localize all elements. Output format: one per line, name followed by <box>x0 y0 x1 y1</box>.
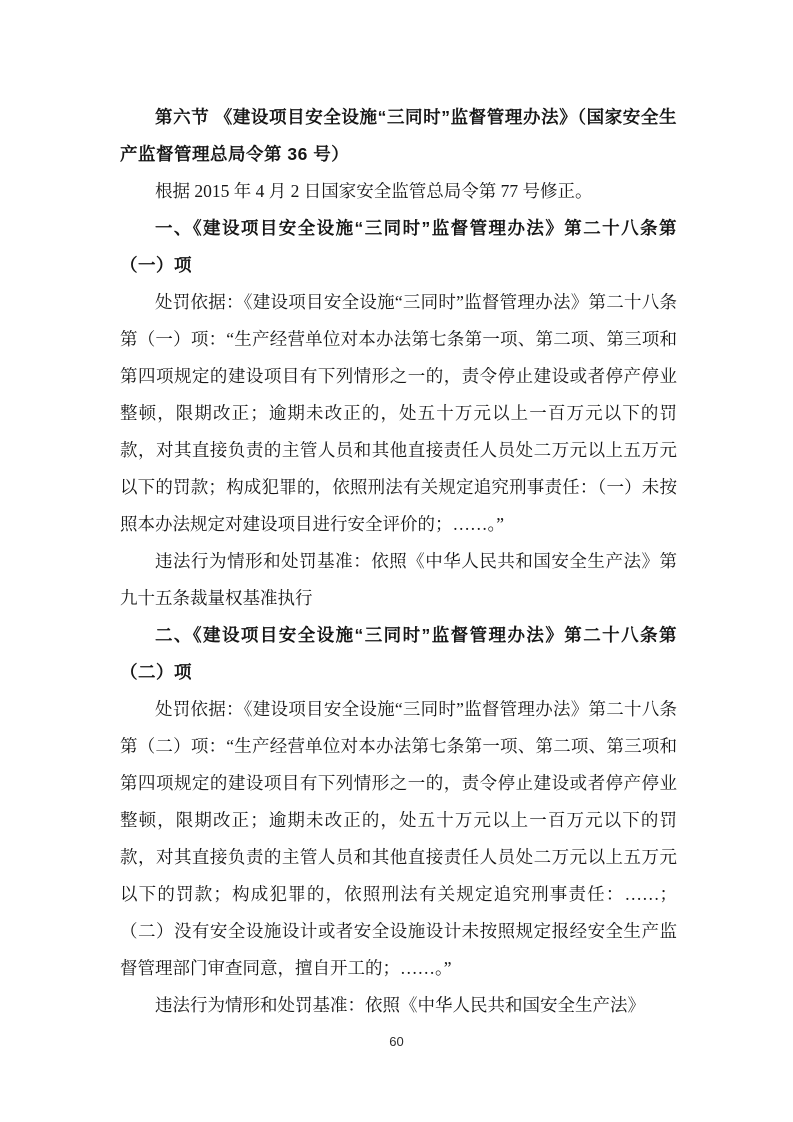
page-number: 60 <box>389 1034 404 1049</box>
heading-paragraph: 第六节 《建设项目安全设施“三同时”监督管理办法》（国家安全生产监督管理总局令第 36 号） <box>120 107 677 164</box>
body-paragraph: 处罚依据：《建设项目安全设施“三同时”监督管理办法》第二十八条第（二）项：“生产经营单位对本办法第七条第一项、第二项、第三项和第四项规定的建设项目有下列情形之一的，责令停止建设或者停产停业整顿，限期改正；逾期未改正的，处五十万元以上一百万元以下的罚款，对其直接负责的主管人员和其他直接责任人员处二万元以上五万元以下的罚款；构成犯罪的，依照刑法有关规定追究刑事责任：……；（二）没有安全设施设计或者安全设施设计未按照规定报经安全生产监督管理部门审查同意，擅自开工的；……。” <box>120 699 677 978</box>
heading-paragraph: 一、《建设项目安全设施“三同时”监督管理办法》第二十八条第（一）项 <box>120 218 677 275</box>
body-paragraph: 根据 2015 年 4 月 2 日国家安全监管总局令第 77 号修正。 <box>155 181 593 201</box>
document-body <box>120 99 677 1024</box>
body-paragraph: 处罚依据：《建设项目安全设施“三同时”监督管理办法》第二十八条第（一）项：“生产经营单位对本办法第七条第一项、第二项、第三项和第四项规定的建设项目有下列情形之一的，责令停止建设或者停产停业整顿，限期改正；逾期未改正的，处五十万元以上一百万元以下的罚款，对其直接负责的主管人员和其他直接责任人员处二万元以上五万元以下的罚款；构成犯罪的，依照刑法有关规定追究刑事责任：（一）未按照本办法规定对建设项目进行安全评价的；……。” <box>120 292 677 534</box>
heading-paragraph: 二、《建设项目安全设施“三同时”监督管理办法》第二十八条第（二）项 <box>120 625 677 682</box>
body-paragraph: 违法行为情形和处罚基准：依照《中华人民共和国安全生产法》第九十五条裁量权基准执行 <box>120 551 677 608</box>
body-paragraph: 违法行为情形和处罚基准：依照《中华人民共和国安全生产法》 <box>155 995 645 1015</box>
